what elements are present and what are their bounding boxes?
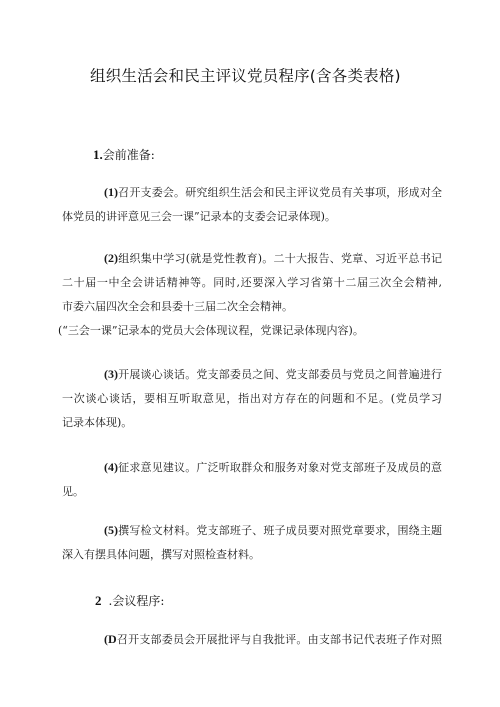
list-item-text: 开展谈心谈话。党支部委员之间、党支部委员与党员之间普遍进行 (118, 368, 442, 381)
list-item-text: 征求意见建议。广泛听取群众和服务对象对党支部班子及成员的意 (118, 461, 442, 474)
list-item (62, 455, 442, 504)
list-item-number: (3) (104, 367, 118, 381)
section-2-number: 2 (95, 593, 102, 608)
list-item (62, 627, 442, 652)
list-item-first-line (62, 246, 442, 271)
list-item (62, 518, 442, 567)
list-item-number: (1) (104, 185, 118, 199)
section-1-heading (93, 146, 155, 163)
list-item-first-line (62, 518, 442, 543)
list-item (58, 246, 442, 343)
list-item-text: 召开支部委员会开展批评与自我批评。由支部书记代表班子作对照 (116, 633, 442, 646)
list-item-first-line (62, 362, 442, 387)
list-item-line: 深入有摆具体问题，撰写对照检查材料。 (62, 548, 260, 561)
list-item-line: 记录本体现)。 (62, 416, 133, 429)
list-item-text: 召开支委会。研究组织生活会和民主评议党员有关事项，形成对全 (118, 186, 442, 199)
list-item-first-line (62, 627, 442, 652)
list-item-first-line (62, 455, 442, 480)
section-1-number: 1. (93, 147, 103, 162)
document-title: 组织生活会和民主评议党员程序(含各类表格) (90, 67, 401, 85)
list-item-text: 撰写检文材料。党支部班子、班子成员要对照党章要求，围绕主题 (118, 524, 442, 537)
list-item-number: (2) (104, 251, 118, 265)
list-item-line: (“三会一课”记录本的党员大会体现议程，党课记录体现内容)。 (58, 324, 364, 337)
list-item-number: (5) (104, 523, 118, 537)
section-1-label: 会前准备: (102, 148, 155, 162)
section-2-label: .会议程序: (108, 594, 165, 608)
list-item-line: 见。 (62, 485, 84, 498)
list-item-line: 二十届一中全会讲话精神等。同时,还要深入学习省第十二届三次全会精神, (62, 276, 442, 289)
list-item (62, 180, 442, 229)
list-item (62, 362, 442, 435)
list-item-line: 市委六届四次全会和县委十三届二次全会精神。 (62, 300, 293, 313)
list-item-first-line (62, 180, 442, 205)
list-item-line: 一次谈心谈话，要相互听取意见，指出对方存在的问题和不足。(党员学习 (62, 392, 442, 405)
list-item-line: 体党员的讲评意见三会一课”记录本的支委会记录体现)。 (62, 210, 336, 223)
list-item-number: (4) (104, 460, 118, 474)
list-item-text: 组织集中学习(就是党性教育)。二十大报告、党章、习近平总书记 (118, 252, 442, 265)
section-2-heading (95, 592, 164, 609)
list-item-number: (D (104, 632, 117, 646)
